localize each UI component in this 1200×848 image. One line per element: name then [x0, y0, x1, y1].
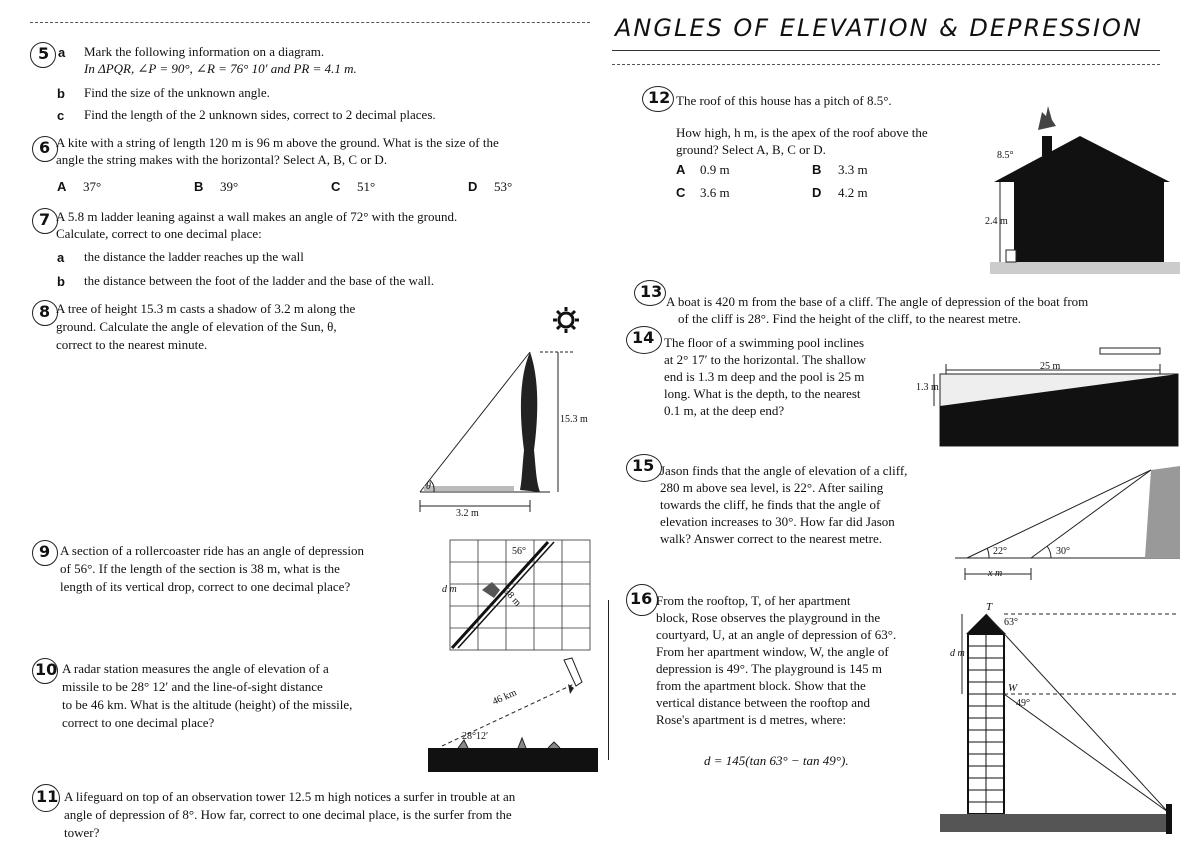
- q6-option-c-label: C: [331, 179, 341, 194]
- q14-text-line2: at 2° 17′ to the horizontal. The shallow: [664, 352, 867, 367]
- q14-length-label: 25 m: [1040, 361, 1061, 372]
- q6-option-a-label: A: [57, 179, 67, 194]
- q16-angle2-label: 49°: [1016, 698, 1030, 709]
- q6-text-line1: A kite with a string of length 120 m is 96 m above the ground. What is the size of the: [56, 135, 499, 150]
- q16-text-line5: depression is 49°. The playground is 145 m: [656, 661, 882, 676]
- q12-option-b-value: 3.3 m: [838, 162, 868, 177]
- q5-part-a-label: a: [58, 45, 66, 60]
- q15-angle2-label: 30°: [1056, 546, 1070, 557]
- q11-text-line2: angle of depression of 8°. How far, correct to one decimal place, is the surfer from the: [64, 807, 512, 822]
- q10-angle-label: 28°12′: [462, 731, 489, 742]
- q13-number: 13: [640, 282, 663, 301]
- page-title: ANGLES OF ELEVATION & DEPRESSION: [615, 14, 1143, 42]
- q13-text-line2: of the cliff is 28°. Find the height of the cliff, to the nearest metre.: [678, 311, 1021, 326]
- q14-number: 14: [632, 328, 655, 347]
- title-underline: [612, 50, 1160, 51]
- q7-part-b: the distance between the foot of the ladder and the base of the wall.: [84, 273, 435, 288]
- q6-option-b-value: 39°: [220, 179, 239, 194]
- q11-text-line1: A lifeguard on top of an observation tower 12.5 m high notices a surfer in trouble at an: [64, 789, 516, 804]
- q14-text-line5: 0.1 m, at the deep end?: [664, 403, 785, 418]
- q16-formula: d = 145(tan 63° − tan 49°).: [704, 753, 849, 768]
- q16-d-label: d m: [950, 648, 965, 659]
- q8-height-label: 15.3 m: [560, 414, 588, 425]
- q12-pitch-label: 8.5°: [997, 150, 1014, 161]
- q8-text-line3: correct to the nearest minute.: [56, 337, 208, 352]
- q14-depth-label: 1.3 m: [916, 382, 939, 393]
- q10-number: 10: [35, 660, 58, 679]
- q10-text-line3: to be 46 km. What is the altitude (height) of the missile,: [62, 697, 353, 712]
- q5-part-b: Find the size of the unknown angle.: [84, 85, 270, 100]
- q5-part-b-label: b: [57, 86, 65, 101]
- q16-text-line3: courtyard, U, at an angle of depression of 63°.: [656, 627, 897, 642]
- q16-number: 16: [630, 589, 653, 608]
- q8-text-line2: ground. Calculate the angle of elevation of the Sun, θ,: [56, 319, 337, 334]
- q10-text-line1: A radar station measures the angle of elevation of a: [62, 661, 329, 676]
- q6-option-d-value: 53°: [494, 179, 513, 194]
- q7-number: 7: [39, 210, 51, 229]
- q15-number: 15: [632, 456, 655, 475]
- q15-text-line2: 280 m above sea level, is 22°. After sailing: [660, 480, 884, 495]
- q8-theta-label: θ: [426, 481, 431, 492]
- q9-text-line1: A section of a rollercoaster ride has an angle of depression: [60, 543, 364, 558]
- q9-text-line2: of 56°. If the length of the section is 38 m, what is the: [60, 561, 340, 576]
- q8-number: 8: [39, 302, 51, 321]
- q9-text-line3: length of its vertical drop, correct to one decimal place?: [60, 579, 351, 594]
- q8-text-line1: A tree of height 15.3 m casts a shadow of 3.2 m along the: [56, 301, 356, 316]
- q12-text-line1: The roof of this house has a pitch of 8.5°.: [676, 93, 892, 108]
- q5-given: In ΔPQR, ∠P = 90°, ∠R = 76° 10′ and PR = 4.1 m.: [84, 61, 357, 76]
- q14-text-line3: end is 1.3 m deep and the pool is 25 m: [664, 369, 865, 384]
- q15-text-line3: towards the cliff, he finds that the angle of: [660, 497, 881, 512]
- q14-angle-label: 2°17′: [1018, 406, 1040, 417]
- q8-shadow-label: 3.2 m: [456, 508, 479, 519]
- q9-length-label: 38 m: [501, 586, 524, 609]
- q6-text-line2: angle the string makes with the horizontal? Select A, B, C or D.: [56, 152, 388, 167]
- q10-distance-label: 46 km: [490, 687, 519, 708]
- q15-text-line1: Jason finds that the angle of elevation of a cliff,: [660, 463, 908, 478]
- q16-text-line7: vertical distance between the rooftop and: [656, 695, 871, 710]
- q12-wall-label: 2.4 m: [985, 216, 1008, 227]
- q12-text-line3: ground? Select A, B, C or D.: [676, 142, 826, 157]
- q7-part-a-label: a: [57, 250, 65, 265]
- q8-tree-diagram: [410, 340, 590, 520]
- q16-angle1-label: 63°: [1004, 617, 1018, 628]
- q7-text-line2: Calculate, correct to one decimal place:: [56, 226, 262, 241]
- q6-option-b-label: B: [194, 179, 204, 194]
- top-dashed-rule: [30, 22, 590, 23]
- q16-apartment-diagram: [940, 604, 1180, 838]
- q5-part-c-label: c: [57, 108, 65, 123]
- q9-drop-label: d m: [442, 584, 457, 595]
- q16-text-line8: Rose's apartment is d metres, where:: [656, 712, 847, 727]
- sun-icon: [552, 306, 580, 334]
- q11-text-line3: tower?: [64, 825, 100, 840]
- q15-angle1-label: 22°: [993, 546, 1007, 557]
- page-fold-line: [608, 600, 609, 760]
- q14-text-line4: long. What is the depth, to the nearest: [664, 386, 861, 401]
- q7-part-a: the distance the ladder reaches up the wall: [84, 249, 304, 264]
- q16-text-line2: block, Rose observes the playground in the: [656, 610, 881, 625]
- q6-number: 6: [39, 138, 51, 157]
- q12-house-diagram: [990, 100, 1180, 280]
- q12-option-c-label: C: [676, 185, 686, 200]
- q16-t-label: T: [986, 601, 993, 613]
- q5-intro: Mark the following information on a diagram.: [84, 44, 325, 59]
- q5-part-c: Find the length of the 2 unknown sides, correct to 2 decimal places.: [84, 107, 436, 122]
- q12-option-a-value: 0.9 m: [700, 162, 730, 177]
- q7-part-b-label: b: [57, 274, 65, 289]
- title-dashed-rule: [612, 64, 1160, 65]
- q12-option-b-label: B: [812, 162, 822, 177]
- q16-w-label: W: [1008, 682, 1018, 694]
- q11-number: 11: [36, 787, 59, 806]
- q13-text-line1: A boat is 420 m from the base of a cliff. The angle of depression of the boat from: [666, 294, 1089, 309]
- q14-text-line1: The floor of a swimming pool inclines: [664, 335, 865, 350]
- q9-angle-label: 56°: [512, 546, 526, 557]
- q9-number: 9: [39, 542, 51, 561]
- q10-text-line4: correct to one decimal place?: [62, 715, 215, 730]
- q12-option-d-label: D: [812, 185, 822, 200]
- q6-option-a-value: 37°: [83, 179, 102, 194]
- q5-number: 5: [38, 44, 50, 63]
- q10-radar-diagram: [428, 656, 598, 774]
- q16-text-line6: from the apartment block. Show that the: [656, 678, 866, 693]
- q15-x-label: x m: [988, 568, 1003, 579]
- q7-text-line1: A 5.8 m ladder leaning against a wall makes an angle of 72° with the ground.: [56, 209, 458, 224]
- q12-text-line2: How high, h m, is the apex of the roof above the: [676, 125, 928, 140]
- q6-option-d-label: D: [468, 179, 478, 194]
- q15-text-line5: walk? Answer correct to the nearest metre.: [660, 531, 882, 546]
- q10-text-line2: missile to be 28° 12′ and the line-of-sight distance: [62, 679, 323, 694]
- q12-number: 12: [648, 88, 671, 107]
- q12-option-c-value: 3.6 m: [700, 185, 730, 200]
- q16-text-line1: From the rooftop, T, of her apartment: [656, 593, 851, 608]
- q16-text-line4: From her apartment window, W, the angle of: [656, 644, 889, 659]
- q15-text-line4: elevation increases to 30°. How far did Jason: [660, 514, 895, 529]
- q6-option-c-value: 51°: [357, 179, 376, 194]
- q12-option-a-label: A: [676, 162, 686, 177]
- q12-option-d-value: 4.2 m: [838, 185, 868, 200]
